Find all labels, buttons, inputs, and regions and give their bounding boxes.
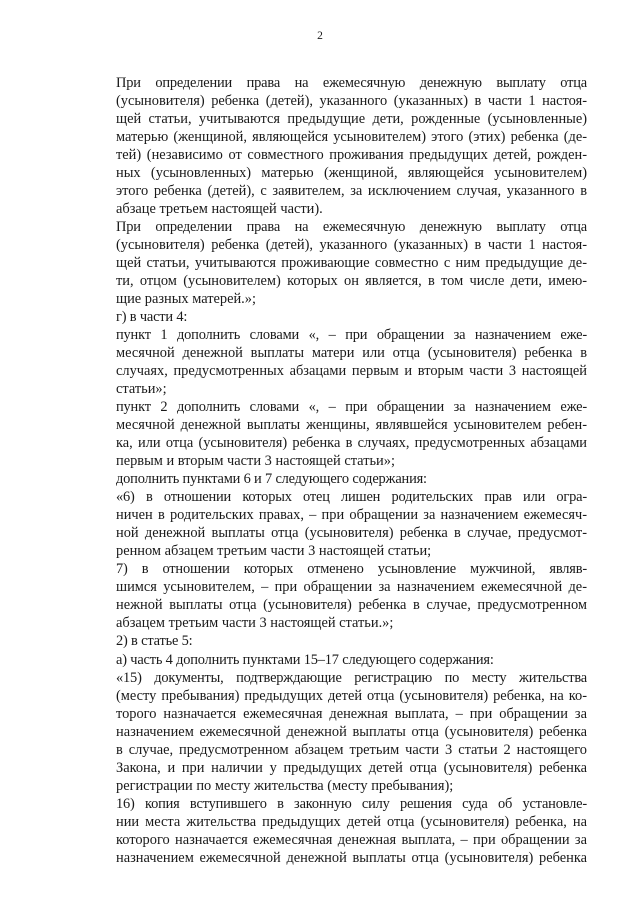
text-line: шимся усыновителем, – при обращении за назначением ежемесячной де-: [116, 579, 587, 596]
text-line: торого назначается ежемесячная денежная выплата, – при обращении за: [116, 705, 587, 722]
text-line: щей статьи, учитываются проживающие совместно с ним предыдущие де-: [116, 255, 587, 272]
text-line: назначением ежемесячной денежной выплаты отца (усыновителя) ребенка: [116, 723, 587, 740]
text-line: ренном абзацем третьим части 3 настоящей статьи;: [116, 543, 432, 560]
paragraph: [71, 398, 587, 470]
text-line: этого ребенка (детей), с заявителем, за исключением случая, указанного в: [116, 183, 587, 200]
text-line: а) часть 4 дополнить пунктами 15–17 следующего содержания:: [116, 651, 494, 668]
text-line: (усыновителя) ребенка (детей), указанного (указанных) в части 1 настоя-: [116, 237, 587, 254]
text-line: щие разных матерей.»;: [116, 291, 256, 308]
paragraph: [71, 651, 587, 669]
text-line: ничен в родительских правах, – при обращении за назначением ежемесяч-: [116, 507, 587, 524]
text-line: При определении права на ежемесячную денежную выплату отца: [116, 219, 587, 236]
text-line: 2) в статье 5:: [116, 633, 193, 650]
paragraph: [71, 470, 587, 488]
text-line: 7) в отношении которых отменено усыновление мужчиной, являв-: [116, 561, 587, 578]
paragraph: [71, 326, 587, 398]
text-line: месячной денежной выплаты женщины, являвшейся усыновителем ребен-: [116, 417, 587, 434]
text-line: «6) в отношении которых отец лишен родительских прав или огра-: [116, 489, 587, 506]
text-line: ной денежной выплаты отца (усыновителя) ребенка в случае, предусмот-: [116, 525, 587, 542]
text-line: ка, или отца (усыновителя) ребенка в случаях, предусмотренных абзацами: [116, 435, 587, 452]
text-line: г) в части 4:: [116, 309, 188, 326]
text-line: месячной денежной выплаты матери или отца (усыновителя) ребенка в: [116, 345, 587, 362]
text-line: статьи»;: [116, 381, 167, 398]
paragraph: [71, 669, 587, 795]
text-line: матерью (женщиной, являющейся усыновителем) этого (этих) ребенка (де-: [116, 129, 587, 146]
text-line: ти, отцом (усыновителем) которых он является, в том числе дети, имею-: [116, 273, 587, 290]
paragraph: [71, 560, 587, 632]
paragraph: [71, 218, 587, 308]
document-body: [71, 74, 587, 867]
text-line: пункт 2 дополнить словами «, – при обращении за назначением еже-: [116, 399, 587, 416]
text-line: пункт 1 дополнить словами «, – при обращении за назначением еже-: [116, 327, 587, 344]
text-line: дополнить пунктами 6 и 7 следующего содержания:: [116, 471, 427, 488]
text-line: щей статьи, учитываются предыдущие дети, рожденные (усыновленные): [116, 111, 587, 128]
text-line: «15) документы, подтверждающие регистрацию по месту жительства: [116, 669, 587, 686]
paragraph: [71, 632, 587, 650]
text-line: абзацем третьим части 3 настоящей статьи.»;: [116, 615, 394, 632]
text-line: ных (усыновленных) матерью (женщиной, являющейся усыновителем): [116, 165, 587, 182]
text-line: которого назначается ежемесячная денежная выплата, – при обращении за: [116, 831, 587, 848]
text-line: Закона, и при наличии у предыдущих детей отца (усыновителя) ребенка: [116, 759, 587, 776]
page-number: 2: [317, 30, 323, 42]
paragraph: [71, 308, 587, 326]
text-line: нежной выплаты отца (усыновителя) ребенка в случае, предусмотренном: [116, 597, 587, 614]
text-line: регистрации по месту жительства (месту пребывания);: [116, 777, 454, 794]
text-line: абзаце третьем настоящей части).: [116, 201, 323, 218]
text-line: назначением ежемесячной денежной выплаты отца (усыновителя) ребенка: [116, 849, 587, 866]
paragraph: [71, 74, 587, 218]
text-line: случаях, предусмотренных абзацами первым и вторым части 3 настоящей: [116, 363, 587, 380]
text-line: При определении права на ежемесячную денежную выплату отца: [116, 75, 587, 91]
text-line: 16) копия вступившего в законную силу решения суда об установле-: [116, 795, 587, 812]
paragraph: [71, 488, 587, 560]
text-line: первым и вторым части 3 настоящей статьи»;: [116, 453, 395, 470]
text-line: тей) (независимо от совместного проживания предыдущих детей, рожден-: [116, 147, 587, 164]
paragraph: [71, 795, 587, 867]
text-line: (усыновителя) ребенка (детей), указанного (указанных) в части 1 настоя-: [116, 93, 587, 110]
text-line: нии места жительства предыдущих детей отца (усыновителя) ребенка, на: [116, 813, 587, 830]
text-line: в случае, предусмотренном абзацем третьим части 3 статьи 2 настоящего: [116, 741, 587, 758]
text-line: (месту пребывания) предыдущих детей отца (усыновителя) ребенка, на ко-: [116, 687, 587, 704]
